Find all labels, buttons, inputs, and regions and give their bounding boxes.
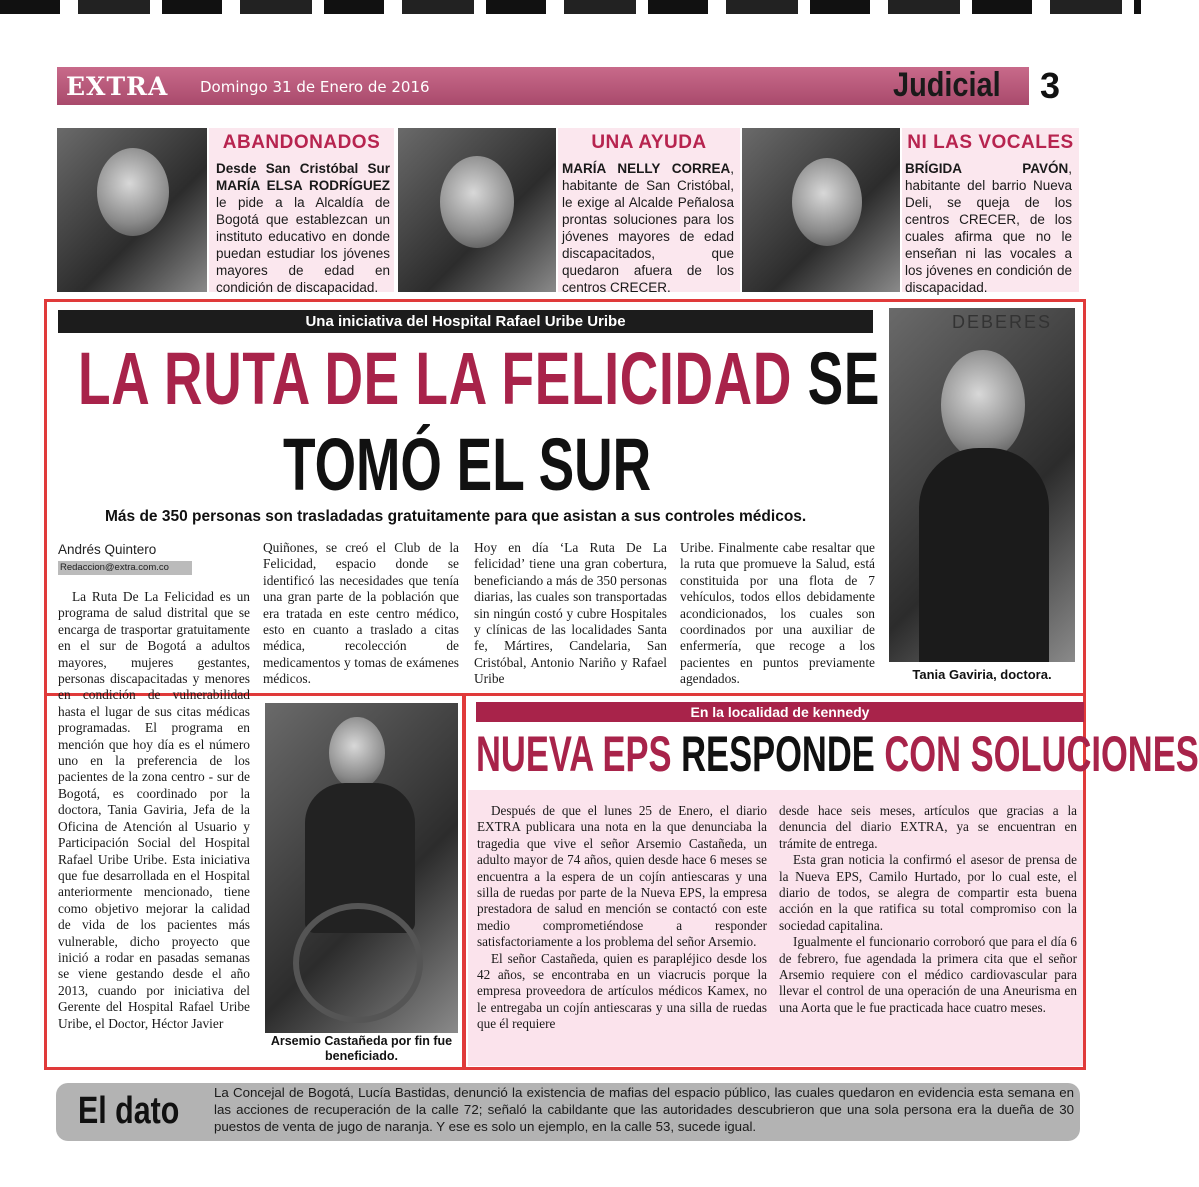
page-number: 3 — [1040, 65, 1061, 106]
doctor-photo-caption: Tania Gaviria, doctora. — [912, 667, 1052, 682]
story2-column-1 — [477, 803, 767, 1033]
story1-kicker: Una iniciativa del Hospital Rafael Uribe Uribe — [58, 310, 873, 333]
photo-board-text: DEBERES — [952, 312, 1053, 332]
testimonial-title-1: ABANDONADOS — [222, 132, 381, 153]
story1-headline-line2: TOMÓ EL SUR — [283, 423, 652, 506]
story2-paragraph-2: El señor Castañeda, quien es parapléjico desde los 42 años, se encontraba en un viacrucis porque la empresa proveedora de artículos médicos Kamex, no le entregaba un cojín antiescaras y una silla de ruedas que él requiere — [477, 950, 767, 1032]
testimonial-title-3: NI LAS VOCALES — [907, 132, 1074, 153]
testimonial-photo-3 — [742, 128, 900, 292]
testimonial-text-1: Desde San Cristóbal Sur MARÍA ELSA RODRÍGUEZ le pide a la Alcaldía de Bogotá que establezcan un instituto educativo en donde puedan estudiar los jóvenes mayores de edad en condición de discapacidad. — [216, 161, 390, 295]
story1-column-3: Hoy en día ‘La Ruta De La felicidad’ tiene una gran cobertura, beneficiando a más de 350 personas diarias, las cuales son transportadas sin ningún costó y cubre Hospitales y clínicas de las localidades Santa fe, Mártires, Candelaria, San Cristóbal, Antonio Nariño y Rafael Uribe — [474, 540, 667, 687]
story1-column-1: La Ruta De La Felicidad es un programa de salud distrital que se encarga de trasportar gratuitamente en el sur de Bogotá a adultos mayores, mujeres gestantes, personas discapacitadas y menores en condición de vulnerabilidad hasta el lugar de sus citas médicas programadas. El programa en mención que hoy día es el número uno en la preferencia de los pacientes de la zona centro - sur de Bogotá, es coordinado por la doctora, Tania Gaviria, Jefa de la Oficina de Atención al Usuario y Participación Social del Hospital Rafael Uribe Uribe. Esta iniciativa que fue desarrollada en el Hospital anteriormente mencionado, tiene como objetivo mejorar la calidad de vida de los pacientes más vulnerable, dicho proyecto que inició a rodar en pasadas semanas se viene gestando desde el año 2013, cuando por iniciativa del Gerente del Hospital Rafael Uribe Uribe, el Doctor, Héctor Javier — [58, 589, 250, 1031]
story1-headline-line1: LA RUTA DE LA FELICIDAD SE — [78, 337, 881, 420]
story1-subheadline: Más de 350 personas son trasladadas gratuitamente para que asistan a sus controles médicos. — [105, 508, 807, 525]
wheelchair-man-caption: Arsemio Castañeda por fin fue beneficiado. — [270, 1034, 453, 1063]
section-title: Judicial — [893, 66, 1001, 104]
story1-column-2: Quiñones, se creó el Club de la Felicidad, espacio donde se identificó las necesidades que tenía una gran parte de la población que era tratada en este centro médico, esto en cuanto a traslado a citas médica, recolección de medicamentos y tomas de exámenes médicos. — [263, 540, 459, 687]
wheelchair-man-photo — [265, 703, 458, 1033]
story2-paragraph-3: desde hace seis meses, artículos que gracias a la denuncia del diario EXTRA, ya se encuentran en trámite de entrega. — [779, 803, 1077, 851]
el-dato-label: El dato — [78, 1090, 180, 1132]
testimonial-title-2: UNA AYUDA — [591, 132, 707, 153]
story2-paragraph-1: Después de que el lunes 25 de Enero, el diario EXTRA publicara una nota en la que denunciaba la tragedia que vive el señor Arsemio Castañeda, un adulto mayor de 74 años, quien desde hace 6 meses se encuentra a la espera de un cojín antiescaras y una silla de ruedas por parte de la Nueva EPS, la empresa prestadora de salud en mención se contactó con este medio comprometiéndose a responder satisfactoriamente a los problema del señor Arsemio. — [477, 803, 767, 950]
story2-headline: NUEVA EPS RESPONDE CON SOLUCIONES — [476, 726, 1199, 782]
story2-kicker: En la localidad de kennedy — [476, 702, 1084, 722]
story2-paragraph-5: Igualmente el funcionario corroboró que para el día 6 de febrero, fue agendada la primera cita que el señor Arsemio requiere con el médico cardiovascular para llevar el control de una operación de una Aneurisma en una Aorta que le fue practicada hace cuatro meses. — [779, 934, 1077, 1015]
story2-paragraph-4: Esta gran noticia la confirmó el asesor de prensa de la Nueva EPS, Camilo Hurtado, por lo cual este, el diario de todos, se alegra de compartir esta buena acción en la que ratifica su total compromiso con la sociedad capitalina. — [779, 852, 1077, 933]
story2-column-2 — [779, 803, 1077, 1016]
testimonial-text-2: MARÍA NELLY CORREA, habitante de San Cristóbal, le exige al Alcalde Peñalosa prontas soluciones para los jóvenes mayores de edad discapacitados, que quedaron afuera de los centros CRECER. — [562, 161, 734, 295]
story1-email: Redaccion@extra.com.co — [58, 561, 192, 575]
testimonial-photo-2 — [398, 128, 556, 292]
story1-author: Andrés Quintero — [58, 542, 157, 557]
el-dato-text: La Concejal de Bogotá, Lucía Bastidas, denunció la existencia de mafias del espacio público, las cuales quedaron en evidencia esta semana en las acciones de recuperación de la calle 72; señaló la cabildante que las autoridades descubrieron que una sola persona era la dueña de 30 puestos de venta de jugo de naranja. Y ese es solo un ejemplo, en la calle 53, sucede igual. — [214, 1085, 1074, 1134]
testimonial-text-3: BRÍGIDA PAVÓN, habitante del barrio Nueva Deli, se queja de los centros CRECER, de los cuales afirma que no le enseñan ni las vocales a los jóvenes en condición de discapacidad. — [905, 161, 1072, 295]
doctor-photo — [889, 308, 1075, 662]
story1-column-4: Uribe. Finalmente cabe resaltar que la ruta que promueve la Salud, está constituida por una flota de 7 vehículos, todos ellos debidamente acondicionados, los cuales son coordinados por una auxiliar de enfermería, que recoge a los pacientes en puntos previamente agendados. — [680, 540, 875, 687]
newspaper-logo: EXTRA — [66, 72, 169, 101]
testimonial-photo-1 — [57, 128, 207, 292]
issue-date: Domingo 31 de Enero de 2016 — [200, 78, 430, 96]
top-edge-strip — [0, 0, 1141, 14]
